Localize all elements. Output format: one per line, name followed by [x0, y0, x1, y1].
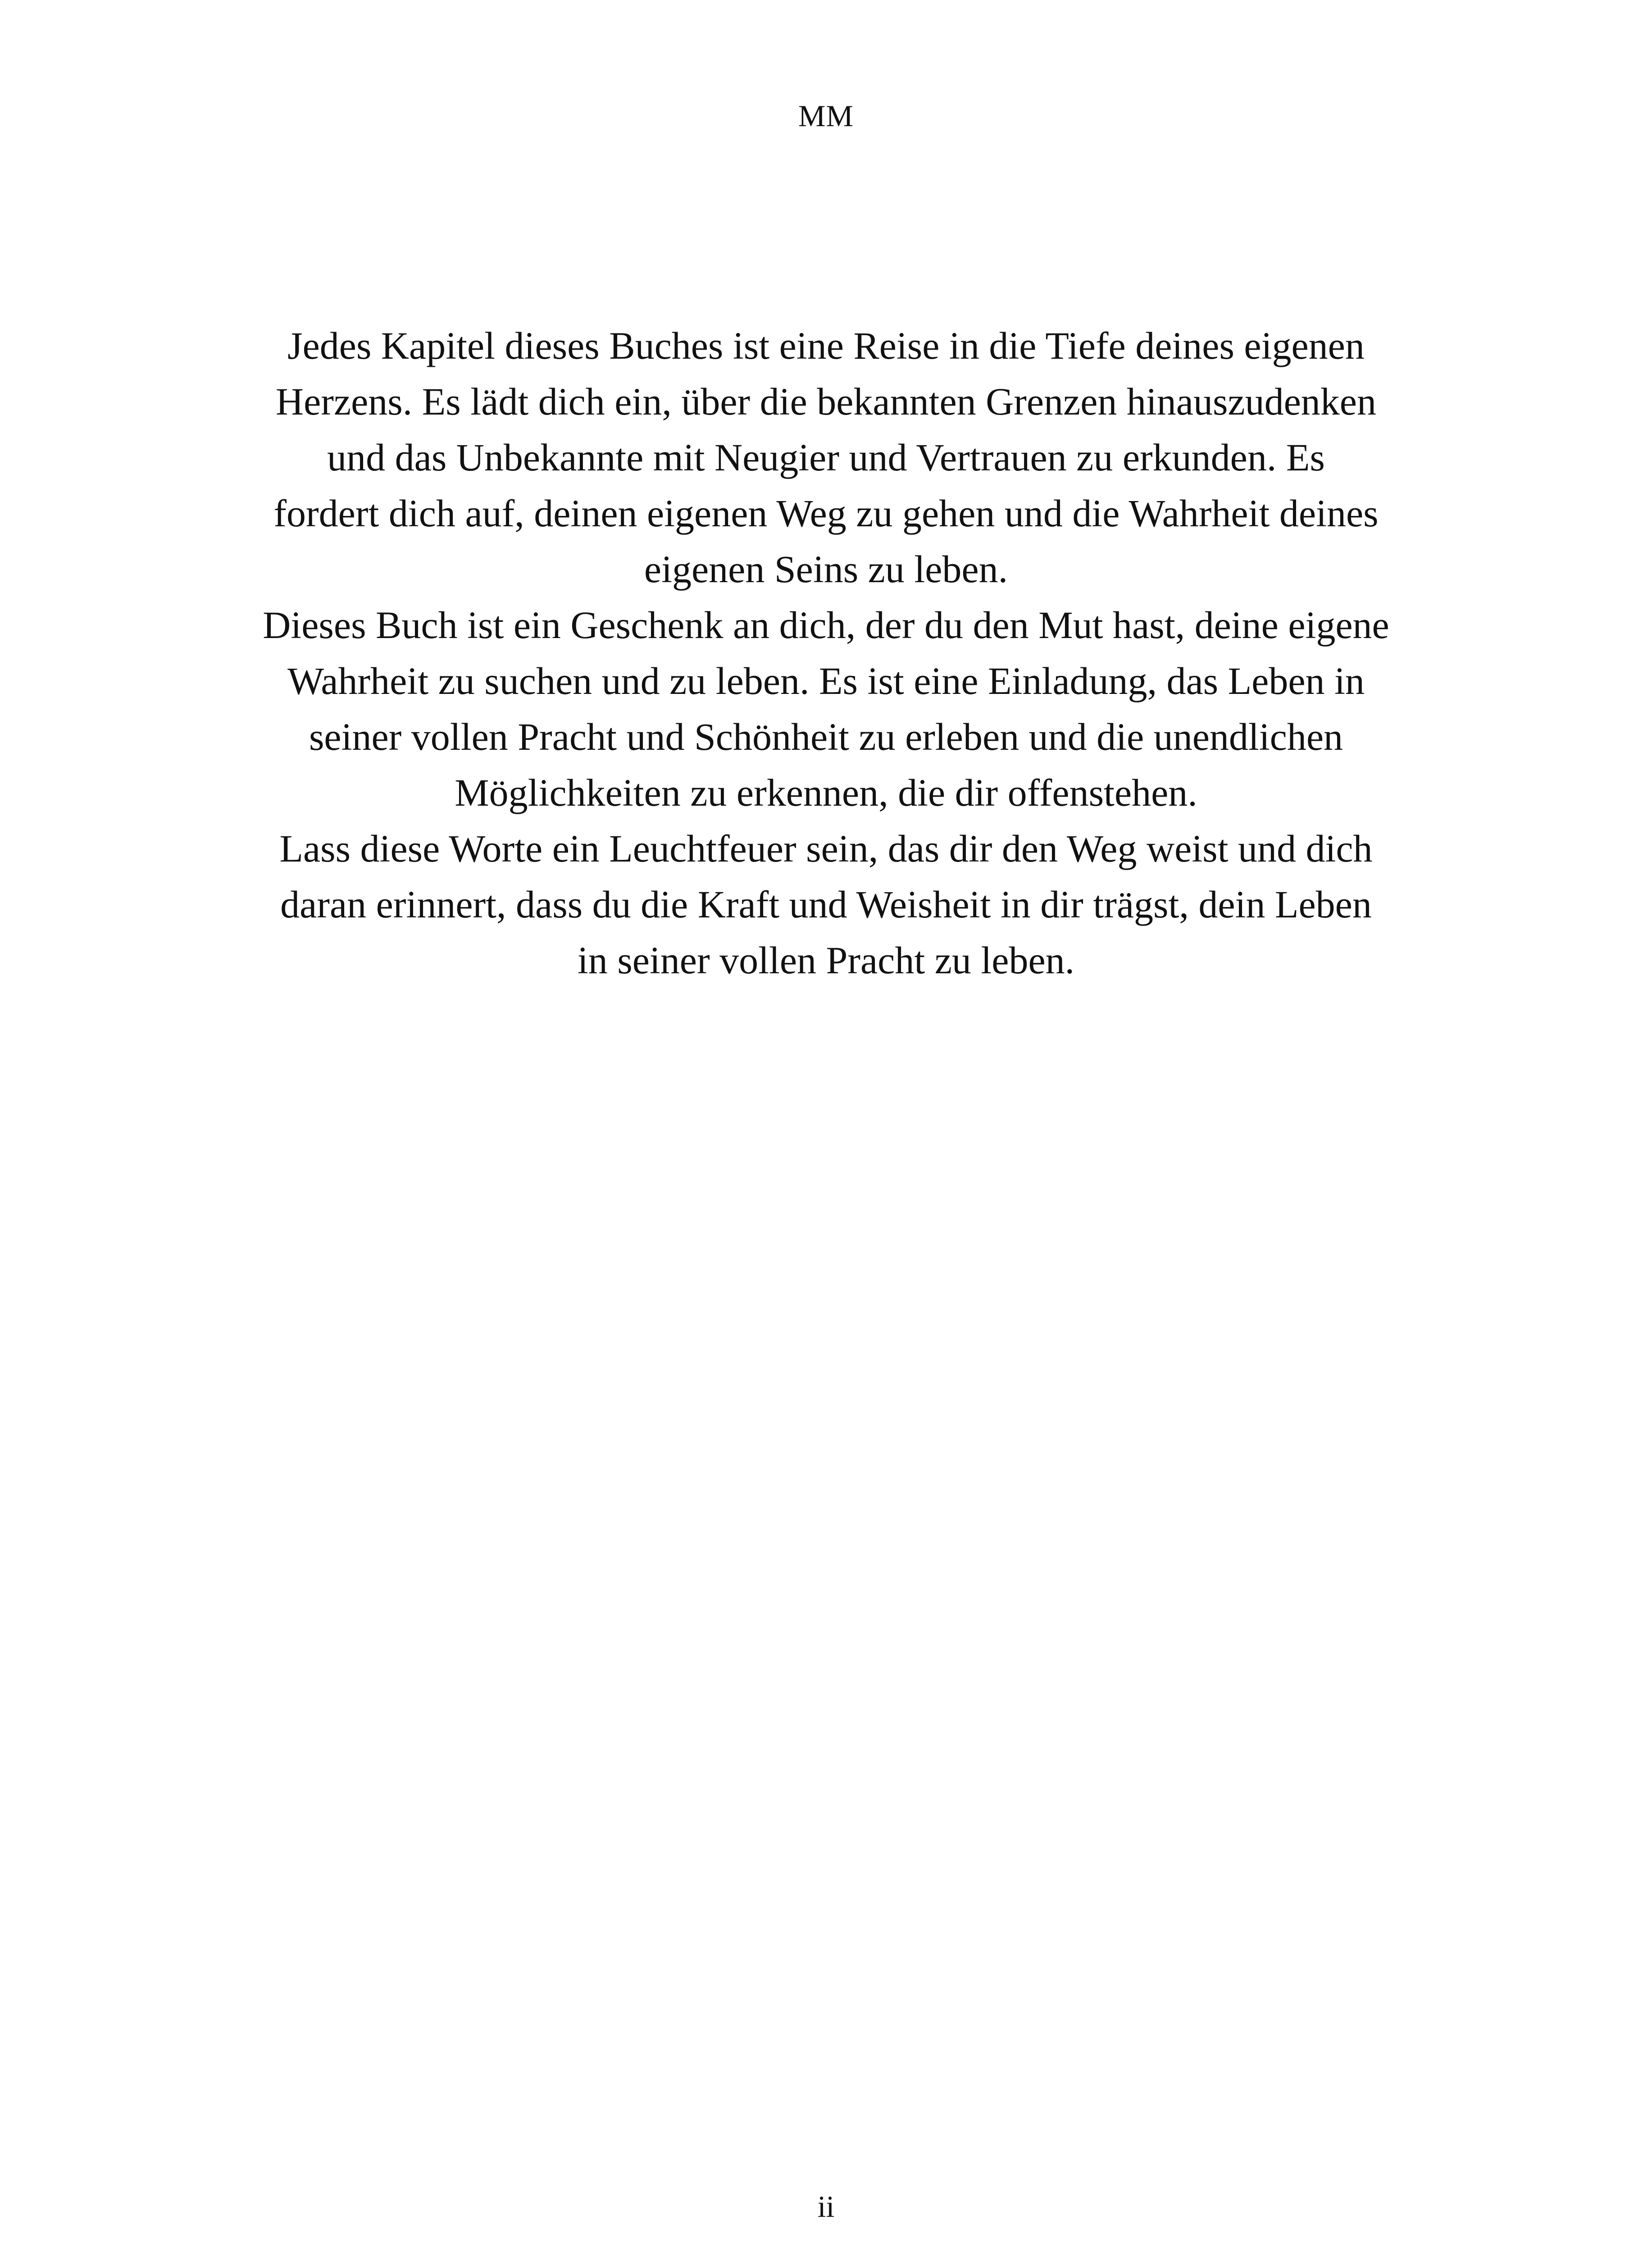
text-line: Herzens. Es lädt dich ein, über die bekannten Grenzen hinauszudenken [276, 380, 1376, 423]
text-line: daran erinnert, dass du die Kraft und Weisheit in dir trägst, dein Leben [280, 883, 1372, 926]
running-header: MM [798, 99, 854, 133]
text-line: Jedes Kapitel dieses Buches ist eine Reise in die Tiefe deines eigenen [287, 324, 1365, 367]
text-line: Dieses Buch ist ein Geschenk an dich, der du den Mut hast, deine eigene [263, 603, 1389, 647]
text-line: Möglichkeiten zu erkennen, die dir offenstehen. [455, 771, 1197, 814]
text-line: fordert dich auf, deinen eigenen Weg zu gehen und die Wahrheit deines [273, 492, 1379, 535]
text-line: in seiner vollen Pracht zu leben. [577, 939, 1075, 982]
body-text [108, 318, 1544, 988]
text-line: und das Unbekannte mit Neugier und Vertrauen zu erkunden. Es [327, 436, 1325, 479]
text-line: seiner vollen Pracht und Schönheit zu erleben und die unendlichen [309, 715, 1343, 758]
text-line: Lass diese Worte ein Leuchtfeuer sein, das dir den Weg weist und dich [279, 827, 1373, 870]
text-line: Wahrheit zu suchen und zu leben. Es ist eine Einladung, das Leben in [287, 659, 1365, 702]
text-line: eigenen Seins zu leben. [644, 547, 1008, 591]
page-number: ii [817, 2189, 835, 2224]
